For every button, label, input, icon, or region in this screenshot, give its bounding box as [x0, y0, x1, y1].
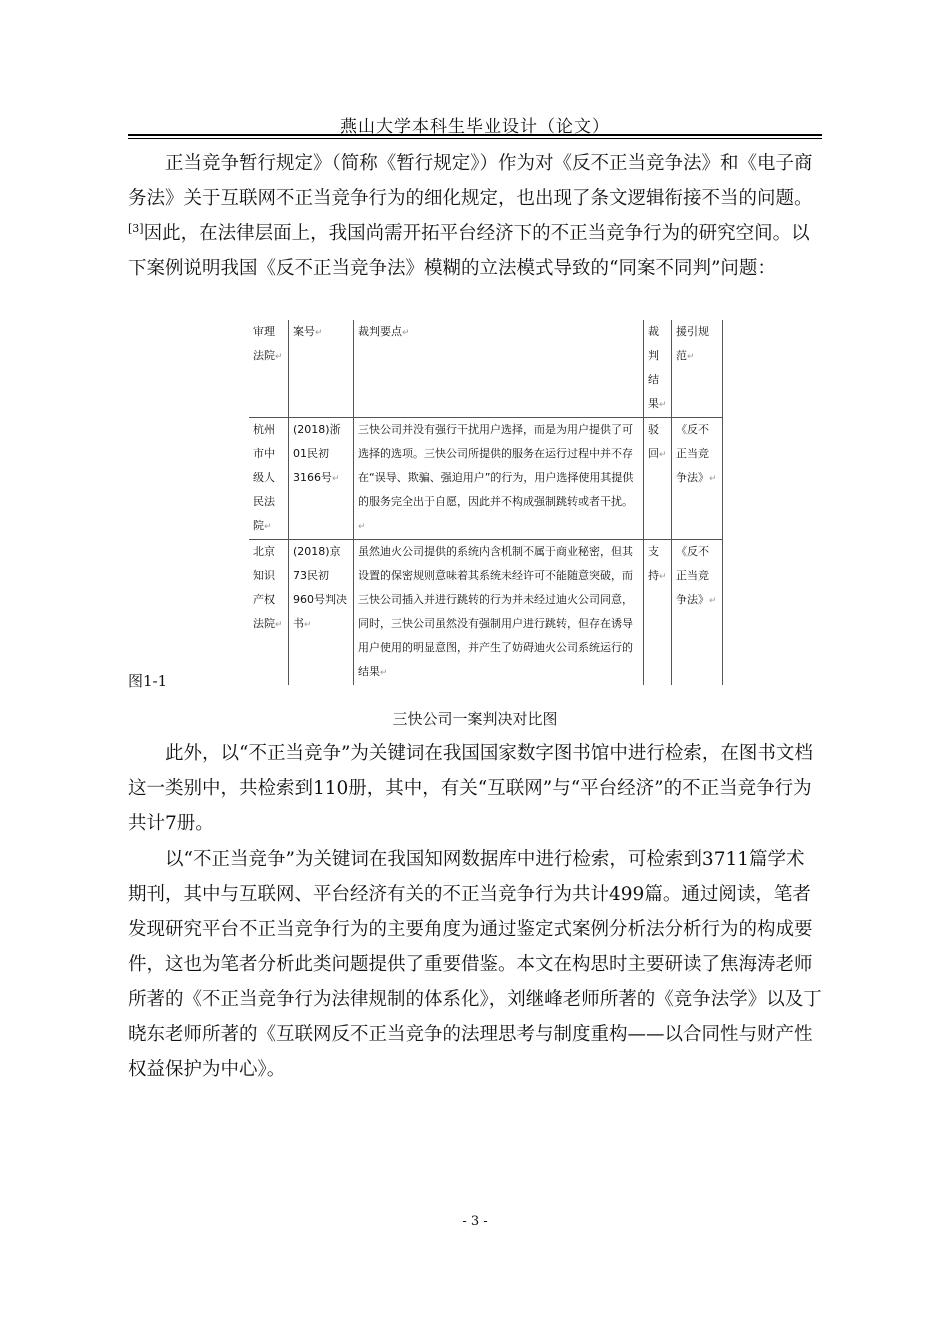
- paragraph-intro: 正当竞争暂行规定》（简称《暂行规定》）作为对《反不正当竞争法》和《电子商务法》关于互联网不正当竞争行为的细化规定，也出现了条文逻辑衔接不当的问题。[3]因此，在法律层面上，我国尚需开拓平台经济下的不正当竞争行为的研究空间。以下案例说明我国《反不正当竞争法》模糊的立法模式导致的“同案不同判”问题：: [128, 153, 813, 279]
- cell-cited-law: 《反不正当竞争法》↵: [672, 540, 723, 686]
- cell-case-number: (2018)浙01民初3166号↵: [289, 418, 354, 540]
- header-key-points: 裁判要点↵: [354, 320, 644, 418]
- case-comparison-table: [249, 320, 723, 685]
- header-rule-thin: [128, 138, 822, 139]
- figure-caption: 三快公司一案判决对比图: [392, 710, 558, 728]
- header-case-number: 案号↵: [289, 320, 354, 418]
- paragraph-cnki-search: 以“不正当竞争”为关键词在我国知网数据库中进行检索，可检索到3711篇学术期刊，其中与互联网、平台经济有关的不正当竞争行为共计499篇。通过阅读，笔者发现研究平台不正当竞争行为的主要角度为通过鉴定式案例分析法分析行为的构成要件，这也为笔者分析此类问题提供了重要借鉴。本文在构思时主要研读了焦海涛老师所著的《不正当竞争行为法律规制的体系化》，刘继峰老师所著的《竞争法学》以及丁晓东老师所著的《互联网反不正当竞争的法理思考与制度重构——以合同性与财产性权益保护为中心》。: [128, 849, 822, 1080]
- cell-court: 北京知识产权法院↵: [249, 540, 289, 686]
- paragraph-library-search: 此外，以“不正当竞争”为关键词在我国国家数字图书馆中进行检索，在图书文档这一类别中，共检索到110册，其中，有关“互联网”与“平台经济”的不正当竞争行为共计7册。: [128, 743, 813, 834]
- cell-result: 驳回↵: [644, 418, 672, 540]
- header-result: 裁判结果↵: [644, 320, 672, 418]
- page-number: - 3 -: [462, 1214, 488, 1229]
- cell-result: 支持↵: [644, 540, 672, 686]
- cell-cited-law: 《反不正当竞争法》↵: [672, 418, 723, 540]
- cell-case-number: (2018)京73民初960号判决书↵: [289, 540, 354, 686]
- cell-court: 杭州市中级人民法院↵: [249, 418, 289, 540]
- header-rule-thick: [128, 134, 822, 136]
- cell-key-points: 三快公司并没有强行干扰用户选择，而是为用户提供了可选择的选项。三快公司所提供的服务在运行过程中并不存在“误导、欺骗、强迫用户”的行为，用户选择使用其提供的服务完全出于自愿，因此并不构成强制跳转或者干扰。↵: [354, 418, 644, 540]
- cell-key-points: 虽然迪火公司提供的系统内含机制不属于商业秘密，但其设置的保密规则意味着其系统未经许可不能随意突破，而三快公司插入并进行跳转的行为并未经过迪火公司同意，同时，三快公司虽然没有强制用户进行跳转，但存在诱导用户使用的明显意图，并产生了妨碍迪火公司系统运行的结果↵: [354, 540, 644, 686]
- figure-label: 图1-1: [128, 672, 168, 690]
- citation: [3]: [128, 221, 144, 235]
- table-row: [249, 540, 723, 686]
- table-row: [249, 418, 723, 540]
- table-header-row: [249, 320, 723, 418]
- header-court: 审理法院↵: [249, 320, 289, 418]
- page-header: 燕山大学本科生毕业设计（论文）: [340, 117, 610, 137]
- header-cited-law: 援引规范↵: [672, 320, 723, 418]
